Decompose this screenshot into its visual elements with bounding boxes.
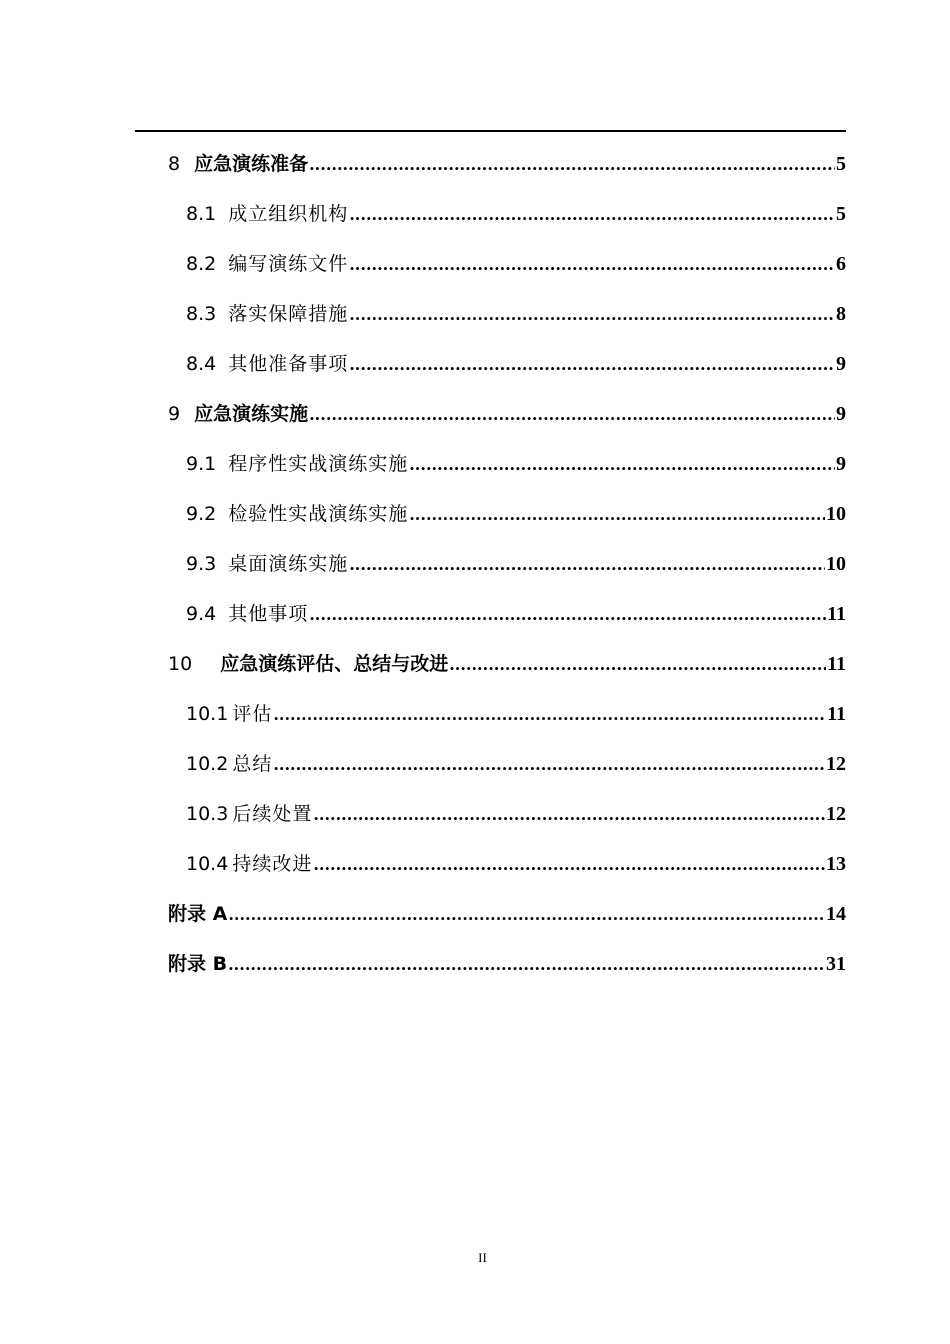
toc-entry-number: 9.3 — [186, 553, 217, 575]
toc-entry-page: 14 — [826, 903, 846, 925]
toc-entry-label: 编写演练文件 — [228, 253, 349, 275]
toc-entry-number: 8.4 — [186, 353, 217, 375]
toc-dot-leader — [309, 149, 835, 181]
toc-entry-number: 9 — [168, 403, 181, 425]
toc-dot-leader — [309, 399, 835, 431]
toc-entry-label: 其他准备事项 — [228, 353, 349, 375]
toc-entry-8-3[interactable] — [168, 298, 846, 348]
toc-dot-leader — [273, 749, 825, 781]
toc-entry-number: 10 — [168, 653, 193, 675]
toc-entry-8-2[interactable] — [168, 248, 846, 298]
toc-dot-leader — [349, 249, 835, 281]
toc-dot-leader — [228, 899, 825, 931]
toc-dot-leader — [228, 949, 825, 981]
toc-dot-leader — [313, 799, 825, 831]
toc-entry-number: 9.2 — [186, 503, 217, 525]
toc-entry-page: 11 — [827, 653, 846, 675]
toc-entry-label: 附录 B — [168, 953, 228, 975]
toc-entry-page: 8 — [836, 303, 846, 325]
toc-entry-number: 8.1 — [186, 203, 217, 225]
toc-entry-label: 程序性实战演练实施 — [228, 453, 409, 475]
toc-entry-9-2[interactable] — [168, 498, 846, 548]
toc-dot-leader — [349, 299, 835, 331]
toc-entry-label: 应急演练准备 — [194, 153, 309, 175]
page-number-footer: II — [478, 1250, 487, 1265]
toc-entry-number: 9.1 — [186, 453, 217, 475]
toc-entry-10-4[interactable] — [168, 848, 846, 898]
toc-entry-number: 10.2 — [186, 753, 229, 775]
toc-entry-number: 10.4 — [186, 853, 229, 875]
toc-entry-label: 其他事项 — [228, 603, 309, 625]
toc-entry-number: 9.4 — [186, 603, 217, 625]
toc-entry-label: 总结 — [232, 753, 273, 775]
toc-entry-page: 5 — [836, 153, 846, 175]
table-of-contents — [168, 148, 846, 998]
toc-entry-appendix-a[interactable] — [168, 898, 846, 948]
toc-dot-leader — [349, 349, 835, 381]
toc-entry-number: 8.3 — [186, 303, 217, 325]
toc-entry-8[interactable] — [168, 148, 846, 198]
toc-entry-label: 落实保障措施 — [228, 303, 349, 325]
toc-entry-page: 9 — [836, 403, 846, 425]
toc-entry-9-1[interactable] — [168, 448, 846, 498]
toc-entry-10-2[interactable] — [168, 748, 846, 798]
toc-dot-leader — [409, 449, 835, 481]
toc-entry-label: 附录 A — [168, 903, 228, 925]
toc-entry-label: 桌面演练实施 — [228, 553, 349, 575]
toc-entry-9-4[interactable] — [168, 598, 846, 648]
toc-entry-page: 12 — [826, 753, 846, 775]
toc-entry-page: 31 — [826, 953, 846, 975]
toc-entry-8-1[interactable] — [168, 198, 846, 248]
toc-entry-label: 应急演练评估、总结与改进 — [220, 653, 449, 675]
toc-entry-label: 成立组织机构 — [228, 203, 349, 225]
toc-entry-9-3[interactable] — [168, 548, 846, 598]
toc-entry-appendix-b[interactable] — [168, 948, 846, 998]
toc-dot-leader — [273, 699, 826, 731]
header-rule — [135, 130, 846, 132]
toc-dot-leader — [349, 549, 825, 581]
toc-entry-page: 10 — [826, 503, 846, 525]
toc-entry-10[interactable] — [168, 648, 846, 698]
toc-dot-leader — [349, 199, 835, 231]
toc-entry-label: 应急演练实施 — [194, 403, 309, 425]
toc-entry-label: 评估 — [232, 703, 273, 725]
toc-entry-page: 9 — [836, 353, 846, 375]
toc-entry-label: 后续处置 — [232, 803, 313, 825]
toc-dot-leader — [409, 499, 825, 531]
toc-dot-leader — [449, 649, 826, 681]
toc-entry-number: 10.3 — [186, 803, 229, 825]
toc-entry-10-3[interactable] — [168, 798, 846, 848]
toc-entry-page: 11 — [827, 703, 846, 725]
toc-entry-number: 8.2 — [186, 253, 217, 275]
toc-entry-page: 9 — [836, 453, 846, 475]
toc-entry-8-4[interactable] — [168, 348, 846, 398]
toc-dot-leader — [313, 849, 825, 881]
toc-entry-page: 12 — [826, 803, 846, 825]
toc-entry-page: 11 — [827, 603, 846, 625]
toc-entry-10-1[interactable] — [168, 698, 846, 748]
toc-entry-number: 8 — [168, 153, 181, 175]
toc-entry-page: 10 — [826, 553, 846, 575]
toc-entry-page: 13 — [826, 853, 846, 875]
toc-entry-label: 检验性实战演练实施 — [228, 503, 409, 525]
toc-entry-page: 5 — [836, 203, 846, 225]
toc-entry-9[interactable] — [168, 398, 846, 448]
toc-entry-page: 6 — [836, 253, 846, 275]
toc-dot-leader — [309, 599, 826, 631]
toc-entry-label: 持续改进 — [232, 853, 313, 875]
toc-entry-number: 10.1 — [186, 703, 229, 725]
